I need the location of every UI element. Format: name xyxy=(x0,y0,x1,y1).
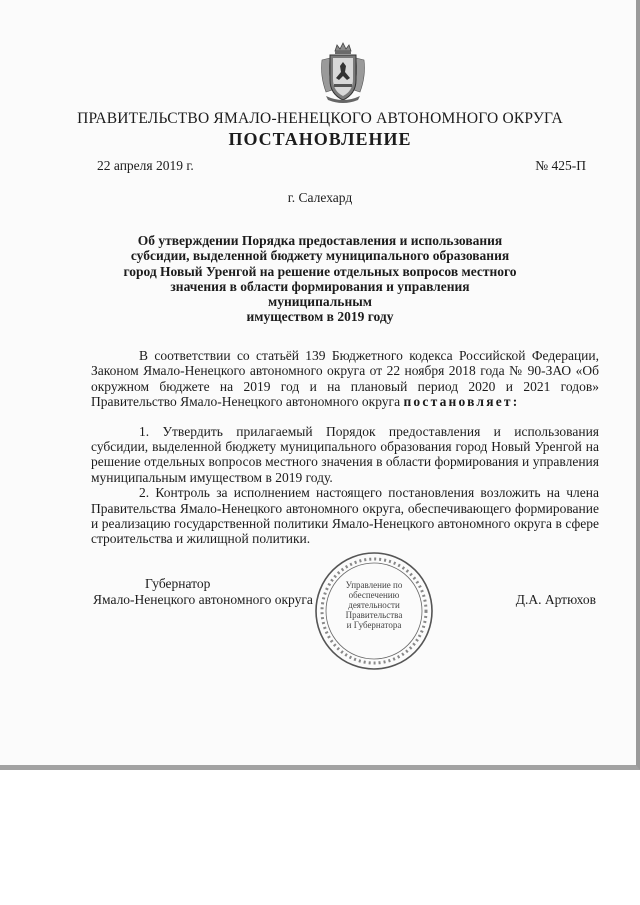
resolves-word: постановляет: xyxy=(403,394,520,410)
item-2-paragraph: 2. Контроль за исполнением настоящего постановления возложить на члена Правительства Ямало-Ненецкого автономного округа, обеспечивающего формирование и реализацию государственной политики Ямало-Ненецкого автономного округа в сфере строительства и жилищной политики. xyxy=(91,485,599,547)
position-region: Ямало-Ненецкого автономного округа xyxy=(93,592,313,607)
document-body xyxy=(91,348,599,547)
preamble-paragraph xyxy=(91,348,599,410)
document-type: ПОСТАНОВЛЕНИЕ xyxy=(228,129,412,149)
document-title xyxy=(120,233,520,325)
title-line: Об утверждении Порядка предоставления и использования xyxy=(137,233,503,248)
signatory-name: Д.А. Артюхов xyxy=(515,592,596,607)
stamp-line: обеспечению xyxy=(348,590,400,600)
stamp-line: и Губернатора xyxy=(346,620,402,630)
stamp-line: Правительства xyxy=(345,610,403,620)
official-stamp xyxy=(313,550,435,672)
stamp-line: Управление по xyxy=(345,580,403,590)
document-date: 22 апреля 2019 г. xyxy=(97,158,194,173)
stamp-inner-text xyxy=(313,580,435,630)
title-line: значения в области формирования и управления муниципальным xyxy=(170,278,470,310)
coat-of-arms-emblem xyxy=(318,42,368,104)
document-number: № 425-П xyxy=(535,158,586,173)
title-line: город Новый Уренгой на решение отдельных вопросов местного xyxy=(123,263,517,279)
title-line: субсидии, выделенной бюджету муниципального образования xyxy=(130,248,510,264)
preamble-text: В соответствии со статьёй 139 Бюджетного кодекса Российской Федерации, Законом Ямало-Ненецкого автономного округа от 22 ноября 2018 года № 90-ЗАО «Об окружном бюджете на 2019 год и на плановый период 2020 и 2021 годов» Правительство Ямало-Ненецкого автономного округа xyxy=(91,348,599,410)
document-city: г. Салехард xyxy=(287,190,353,205)
item-1-paragraph: 1. Утвердить прилагаемый Порядок предоставления и использования субсидии, выделенной бюджету муниципального образования город Новый Уренгой на решение отдельных вопросов местного значения в области формирования и управления муниципальным имуществом в 2019 году. xyxy=(91,423,599,485)
signatory-position xyxy=(93,576,343,608)
title-line: имуществом в 2019 году xyxy=(246,309,394,325)
position-title: Губернатор xyxy=(145,576,211,591)
stamp-line: деятельности xyxy=(348,600,400,610)
organization-name: ПРАВИТЕЛЬСТВО ЯМАЛО-НЕНЕЦКОГО АВТОНОМНОГО ОКРУГА xyxy=(77,110,563,127)
